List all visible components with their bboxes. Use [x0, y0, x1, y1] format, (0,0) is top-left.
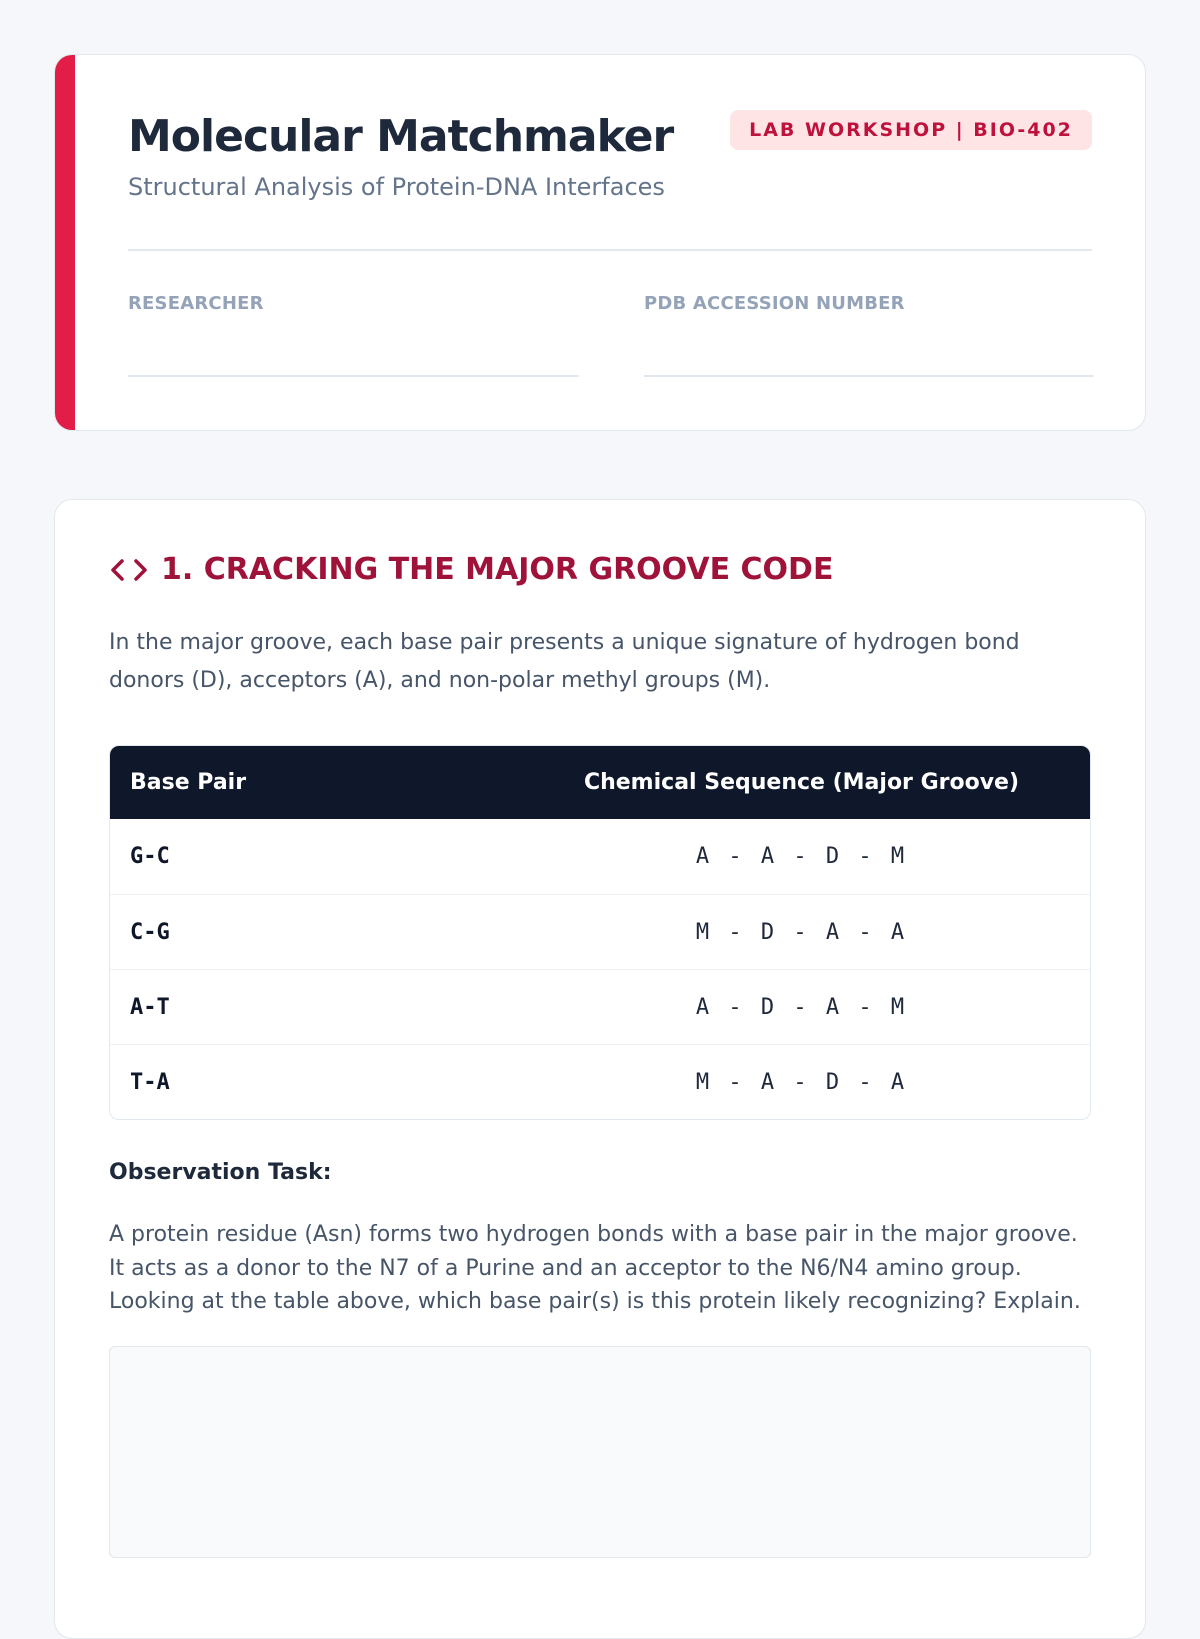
sequence-cell: A - D - A - M: [695, 994, 908, 1020]
page-subtitle: Structural Analysis of Protein-DNA Interfaces: [128, 173, 665, 201]
observation-task-text: A protein residue (Asn) forms two hydrogen bonds with a base pair in the major groove. It acts as a donor to the N7 of a Purine and an acceptor to the N6/N4 amino group. Looking at the table above, which base pair(s) is this protein likely recognizing? Explain.: [109, 1222, 1081, 1314]
table-header: [110, 746, 1090, 819]
header-divider: [128, 249, 1092, 251]
section-major-groove: [54, 499, 1146, 1639]
pdb-accession-label: PDB ACCESSION NUMBER: [644, 293, 905, 314]
major-groove-table: [109, 745, 1091, 1120]
table-row: [110, 894, 1090, 969]
sequence-cell: A - A - D - M: [695, 844, 908, 869]
base-pair-cell: A-T: [130, 994, 170, 1020]
course-badge: LAB WORKSHOP | BIO-402: [730, 110, 1092, 150]
header-card: [54, 54, 1146, 431]
sequence-cell: M - A - D - A: [695, 1069, 908, 1095]
observation-task-heading: Observation Task:: [109, 1160, 332, 1185]
section-heading: [109, 552, 833, 587]
page-title: Molecular Matchmaker: [128, 111, 674, 162]
table-row: [110, 1044, 1090, 1119]
researcher-label: RESEARCHER: [128, 293, 264, 314]
code-icon: [109, 555, 149, 585]
pdb-accession-field[interactable]: [644, 375, 1094, 377]
sequence-cell: M - D - A - A: [695, 919, 908, 945]
section-intro: In the major groove, each base pair presents a unique signature of hydrogen bond donors (D), acceptors (A), and non-polar methyl groups (M).: [109, 630, 1020, 693]
table-body: [110, 819, 1090, 1119]
accent-bar: [55, 55, 75, 430]
researcher-field[interactable]: [128, 375, 579, 377]
table-row: [110, 819, 1090, 894]
base-pair-cell: G-C: [130, 844, 170, 869]
base-pair-cell: C-G: [130, 919, 170, 945]
column-header-base-pair: Base Pair: [130, 770, 247, 795]
column-header-chemical-sequence: Chemical Sequence (Major Groove): [583, 770, 1020, 795]
table-row: [110, 969, 1090, 1044]
base-pair-cell: T-A: [130, 1069, 170, 1095]
answer-textarea[interactable]: [109, 1346, 1091, 1558]
section-heading-text: 1. CRACKING THE MAJOR GROOVE CODE: [161, 552, 834, 587]
